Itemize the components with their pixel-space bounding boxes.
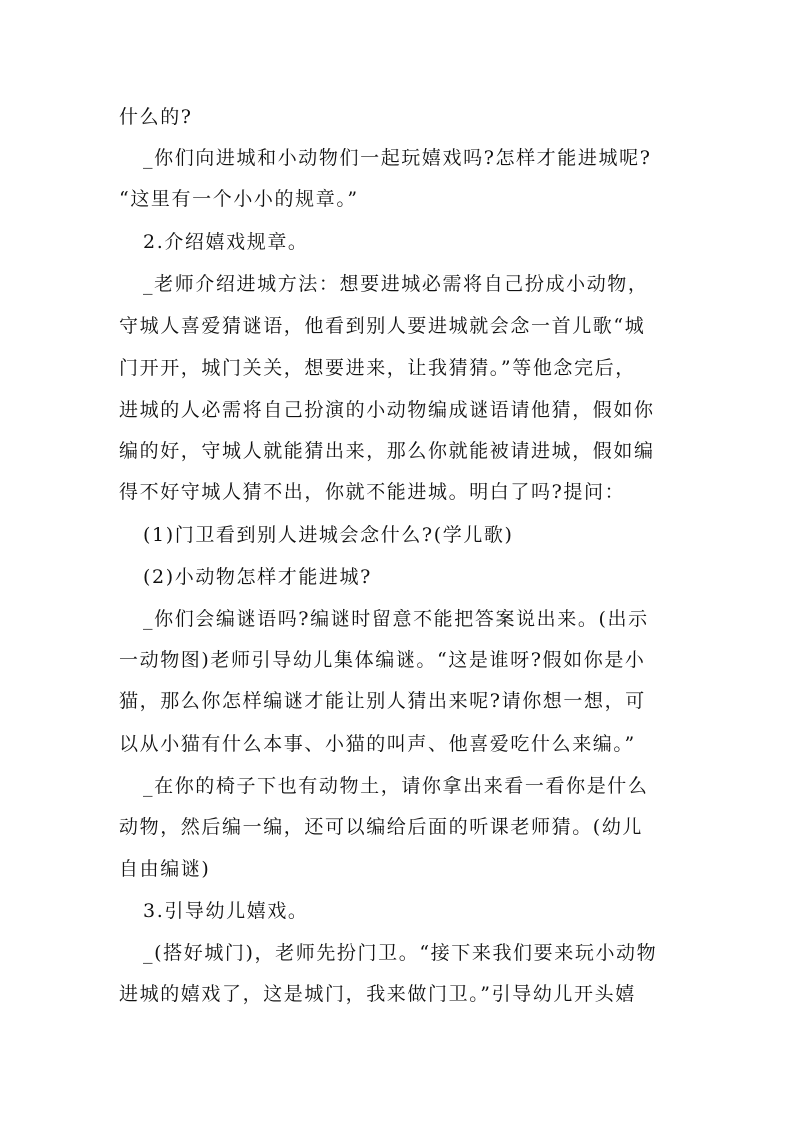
text-line: 一动物图)老师引导幼儿集体编谜。“这是谁呀?假如你是小 [119,649,646,671]
text-line: 门开开，城门关关，想要进来，让我猜猜。”等他念完后， [119,357,636,379]
text-line: _老师介绍进城方法：想要进城必需将自己扮成小动物， [143,273,649,295]
section-heading: 3.引导幼儿嬉戏。 [143,900,309,922]
text-line: _你们向进城和小动物们一起玩嬉戏吗?怎样才能进城呢? [143,147,652,169]
text-line: 进城的嬉戏了，这是城门，我来做门卫。”引导幼儿开头嬉 [119,983,636,1005]
text-line: 编的好，守城人就能猜出来，那么你就能被请进城，假如编 [119,440,655,462]
text-line: _在你的椅子下也有动物土，请你拿出来看一看你是什么 [143,775,649,797]
section-heading: 2.介绍嬉戏规章。 [143,231,309,253]
text-line: 得不好守城人猜不出，你就不能进城。明白了吗?提问： [119,481,626,503]
text-line: 动物，然后编一编，还可以编给后面的听课老师猜。(幼儿 [119,816,644,838]
text-line: 什么的? [119,106,193,128]
text-line: 以从小猫有什么本事、小猫的叫声、他喜爱吃什么来编。” [119,733,636,755]
text-line: “这里有一个小小的规章。” [119,188,359,210]
text-line: _你们会编谜语吗?编谜时留意不能把答案说出来。(出示 [143,608,649,630]
text-line: 进城的人必需将自己扮演的小动物编成谜语请他猜，假如你 [119,399,655,421]
text-line: (1)门卫看到别人进城会念什么?(学儿歌) [143,524,514,546]
text-line: (2)小动物怎样才能进城? [143,566,372,588]
text-line: 自由编谜) [119,858,211,880]
text-line: 守城人喜爱猜谜语，他看到别人要进城就会念一首儿歌“城 [119,315,646,337]
text-line: 猫，那么你怎样编谜才能让别人猜出来呢?请你想一想，可 [119,690,646,712]
text-line: _(搭好城门)，老师先扮门卫。“接下来我们要来玩小动物 [143,942,658,964]
